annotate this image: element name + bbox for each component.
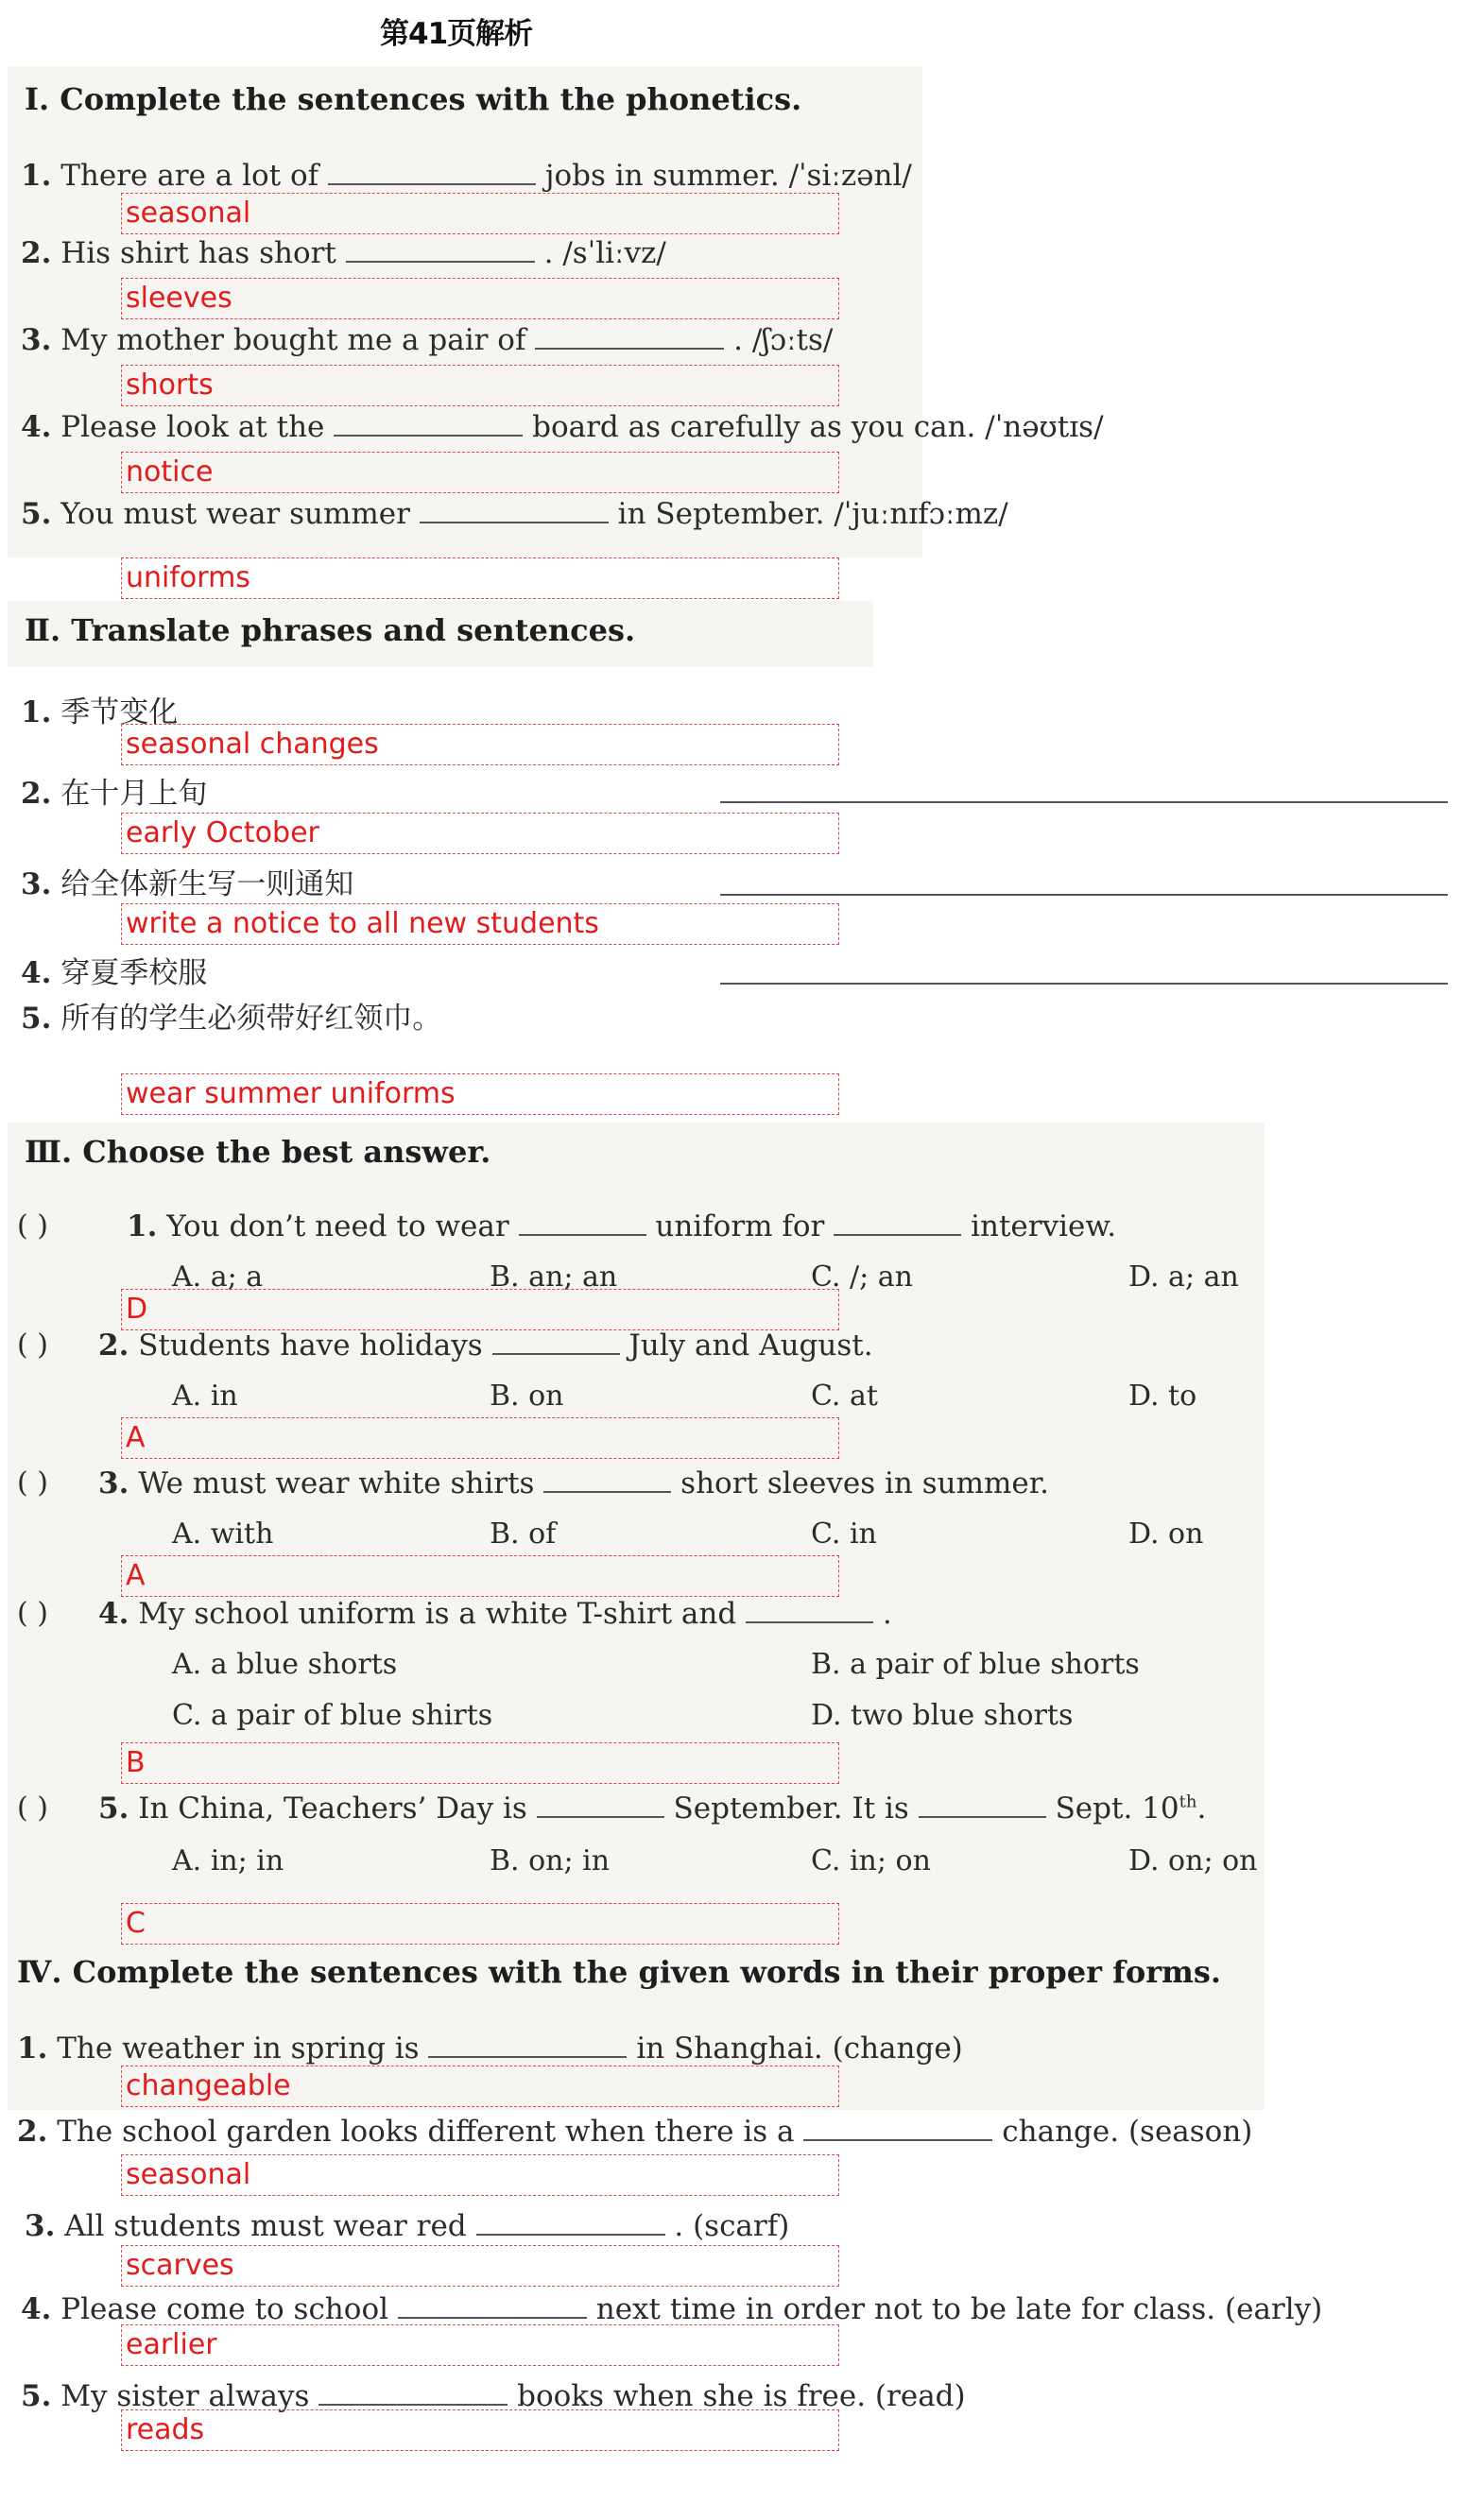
s3-q4-option-b: B. a pair of blue shorts [811,1648,1140,1681]
s3-answer-5: C [121,1903,839,1945]
s2-question-1: 1. 季节变化 [21,695,179,729]
section-1-heading: Ⅰ. Complete the sentences with the phonetics. [25,81,802,117]
s3-q4-option-c: C. a pair of blue shirts [172,1699,493,1732]
s3-question-1: 1. You don’t need to wear uniform for interview. [127,1209,1117,1243]
s3-q4-option-d: D. two blue shorts [811,1699,1074,1732]
s3-answer-1: D [121,1289,839,1330]
s1-answer-3: shorts [121,365,839,406]
s3-q2-option-d: D. to [1128,1380,1197,1413]
s4-answer-4: earlier [121,2324,839,2366]
s3-answer-2: A [121,1417,839,1459]
s3-q3-option-b: B. of [490,1517,557,1551]
s2-question-5: 5. 所有的学生必须带好红领巾。 [21,1002,442,1036]
s4-answer-5: reads [121,2409,839,2451]
s3-answer-paren-2: ( ) [17,1329,48,1362]
s3-q3-option-c: C. in [811,1517,877,1551]
s1-question-1: 1. There are a lot of jobs in summer. /ˈsiːzənl/ [21,159,912,193]
s3-q3-option-a: A. with [172,1517,274,1551]
s4-question-3: 3. All students must wear red . (scarf) [25,2209,790,2243]
s3-q4-option-a: A. a blue shorts [172,1648,398,1681]
s4-question-4: 4. Please come to school next time in order not to be late for class. (early) [21,2292,1323,2326]
s3-question-3: 3. We must wear white shirts short sleeves in summer. [98,1466,1049,1500]
s2-answer-line-4 [720,983,1448,985]
s3-q2-option-c: C. at [811,1380,878,1413]
s1-question-5: 5. You must wear summer in September. /ˈjuːnɪfɔːmz/ [21,497,1008,531]
s3-answer-paren-5: ( ) [17,1791,48,1825]
s2-question-2: 2. 在十月上旬 [21,777,208,811]
section-2-heading: Ⅱ. Translate phrases and sentences. [25,612,636,648]
s3-q1-option-d: D. a; an [1128,1260,1239,1294]
section-3-heading: Ⅲ. Choose the best answer. [25,1134,491,1170]
s3-q2-option-b: B. on [490,1380,564,1413]
s4-answer-1: changeable [121,2066,839,2107]
s3-question-2: 2. Students have holidays July and August. [98,1329,873,1363]
s2-answer-line-2 [720,801,1448,803]
s4-question-1: 1. The weather in spring is in Shanghai. (change) [17,2031,963,2066]
s4-question-2: 2. The school garden looks different when there is a change. (season) [17,2115,1253,2149]
s1-answer-1: seasonal [121,193,839,234]
s2-answer-line-3 [720,894,1448,896]
s2-answer-3: write a notice to all new students [121,903,839,945]
s1-answer-5: uniforms [121,557,839,599]
s3-q5-option-b: B. on; in [490,1844,611,1877]
s2-question-4: 4. 穿夏季校服 [21,956,208,990]
s4-question-5: 5. My sister always books when she is free. (read) [21,2379,966,2413]
s3-answer-4: B [121,1742,839,1784]
page-title: 第41页解析 [380,17,533,51]
s2-question-3: 3. 给全体新生写一则通知 [21,867,354,901]
s3-question-5: 5. In China, Teachers’ Day is September. It is Sept. 10th. [98,1791,1207,1826]
s3-q5-option-d: D. on; on [1128,1844,1258,1877]
s2-answer-5: wear summer uniforms [121,1073,839,1115]
s3-q1-option-b: B. an; an [490,1260,618,1294]
s3-q3-option-d: D. on [1128,1517,1204,1551]
s3-q2-option-a: A. in [172,1380,238,1413]
s4-answer-2: seasonal [121,2154,839,2196]
s2-answer-1: seasonal changes [121,724,839,765]
s3-q5-option-a: A. in; in [172,1844,284,1877]
s3-answer-paren-1: ( ) [17,1209,48,1243]
s2-answer-2: early October [121,813,839,854]
s1-question-2: 2. His shirt has short . /sˈliːvz/ [21,236,666,270]
s3-question-4: 4. My school uniform is a white T-shirt and . [98,1597,892,1631]
s3-answer-paren-3: ( ) [17,1466,48,1500]
s1-question-3: 3. My mother bought me a pair of . /ʃɔːts/ [21,323,834,357]
s3-q5-option-c: C. in; on [811,1844,931,1877]
section-4-heading: Ⅳ. Complete the sentences with the given words in their proper forms. [17,1954,1222,1990]
s3-q1-option-c: C. /; an [811,1260,913,1294]
s4-answer-3: scarves [121,2245,839,2287]
s1-answer-2: sleeves [121,278,839,319]
s1-answer-4: notice [121,452,839,493]
s3-answer-3: A [121,1555,839,1597]
s1-question-4: 4. Please look at the board as carefully as you can. /ˈnəʊtɪs/ [21,410,1104,444]
s3-answer-paren-4: ( ) [17,1597,48,1630]
s3-q1-option-a: A. a; a [172,1260,264,1294]
